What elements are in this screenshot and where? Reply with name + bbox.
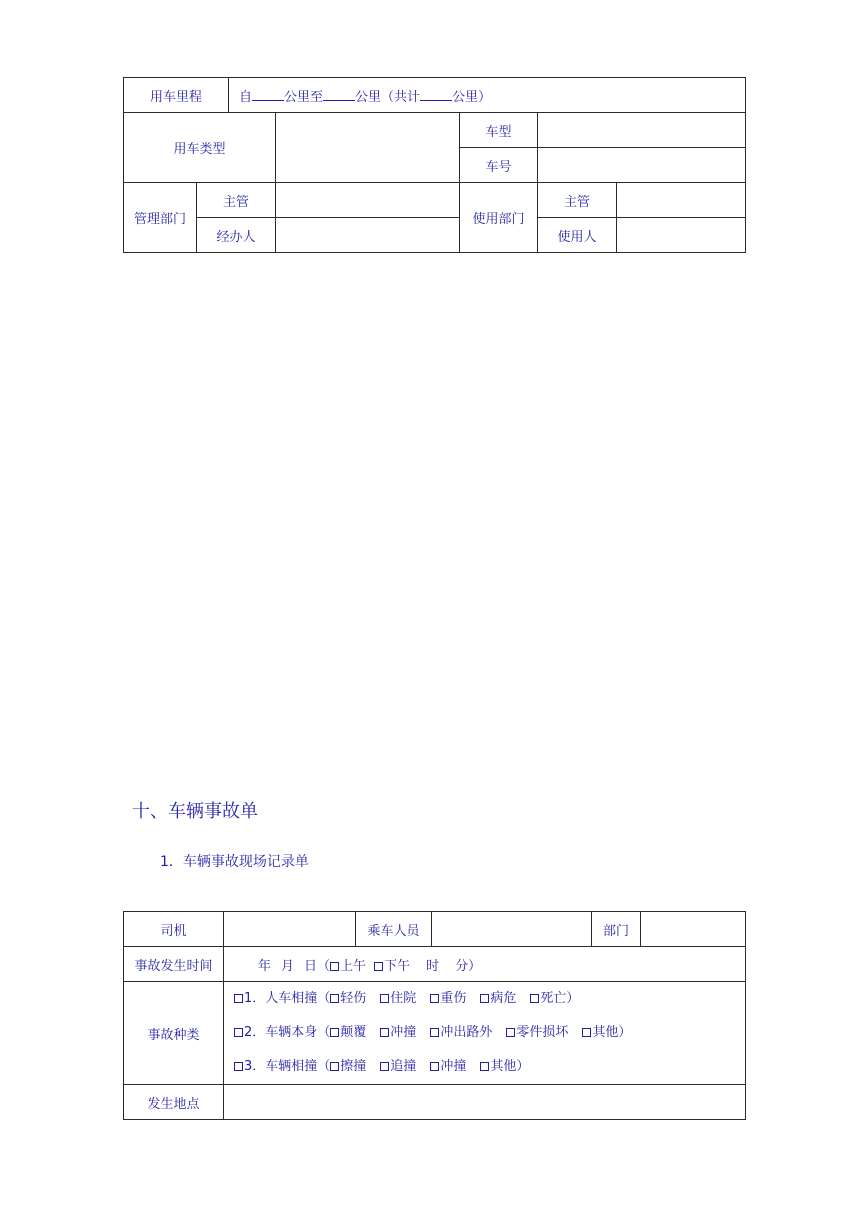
accident-kind-field: [224, 982, 746, 1085]
user-field[interactable]: [617, 218, 746, 253]
mileage-label: 用车里程: [124, 78, 229, 113]
checkbox-kind2-opt4[interactable]: [506, 1028, 515, 1037]
kind1-line: 1．人车相撞（ 轻伤 住院 重伤 病危 死亡）: [224, 982, 745, 1016]
vehicle-model-field[interactable]: [538, 113, 746, 148]
checkbox-kind2-opt5[interactable]: [582, 1028, 591, 1037]
accident-time-field[interactable]: 年 月 日（ 上午 下午 时 分）: [224, 947, 746, 982]
checkbox-kind1-opt3[interactable]: [430, 994, 439, 1003]
checkbox-kind1-opt1[interactable]: [330, 994, 339, 1003]
checkbox-kind1-opt5[interactable]: [530, 994, 539, 1003]
use-dept-label: 使用部门: [460, 183, 538, 253]
driver-field[interactable]: [224, 912, 356, 947]
checkbox-kind2-opt2[interactable]: [380, 1028, 389, 1037]
checkbox-kind1[interactable]: [234, 994, 243, 1003]
vehicle-type-label: 用车类型: [124, 113, 276, 183]
checkbox-kind1-opt2[interactable]: [380, 994, 389, 1003]
location-label: 发生地点: [124, 1085, 224, 1120]
accident-kind-label: 事故种类: [124, 982, 224, 1085]
location-field[interactable]: [224, 1085, 746, 1120]
checkbox-kind3-opt4[interactable]: [480, 1062, 489, 1071]
accident-record-table: [123, 911, 746, 1120]
dept-label: 部门: [592, 912, 641, 947]
mgmt-supervisor-label: 主管: [197, 183, 276, 218]
accident-time-label: 事故发生时间: [124, 947, 224, 982]
plate-number-field[interactable]: [538, 148, 746, 183]
dept-field[interactable]: [641, 912, 746, 947]
checkbox-kind3-opt1[interactable]: [330, 1062, 339, 1071]
vehicle-usage-table: [123, 77, 746, 253]
section-title: 十、车辆事故单: [132, 801, 258, 822]
user-label: 使用人: [538, 218, 617, 253]
driver-label: 司机: [124, 912, 224, 947]
passenger-label: 乘车人员: [356, 912, 432, 947]
vehicle-type-field[interactable]: [276, 113, 460, 183]
handler-field[interactable]: [276, 218, 460, 253]
checkbox-kind2[interactable]: [234, 1028, 243, 1037]
checkbox-kind2-opt3[interactable]: [430, 1028, 439, 1037]
use-supervisor-label: 主管: [538, 183, 617, 218]
use-supervisor-field[interactable]: [617, 183, 746, 218]
subsection-title: 1．车辆事故现场记录单: [160, 854, 309, 870]
mileage-field[interactable]: 自 公里至 公里（共计 公里）: [229, 78, 746, 113]
checkbox-am[interactable]: [330, 962, 339, 971]
mgmt-dept-label: 管理部门: [124, 183, 197, 253]
plate-number-label: 车号: [460, 148, 538, 183]
kind3-line: 3．车辆相撞（ 擦撞 追撞 冲撞 其他）: [224, 1050, 745, 1084]
kind2-line: 2．车辆本身（ 颠覆 冲撞 冲出路外 零件损坏 其他）: [224, 1016, 745, 1050]
checkbox-kind3-opt2[interactable]: [380, 1062, 389, 1071]
handler-label: 经办人: [197, 218, 276, 253]
mgmt-supervisor-field[interactable]: [276, 183, 460, 218]
checkbox-pm[interactable]: [374, 962, 383, 971]
checkbox-kind3-opt3[interactable]: [430, 1062, 439, 1071]
passenger-field[interactable]: [432, 912, 592, 947]
checkbox-kind2-opt1[interactable]: [330, 1028, 339, 1037]
vehicle-model-label: 车型: [460, 113, 538, 148]
checkbox-kind3[interactable]: [234, 1062, 243, 1071]
checkbox-kind1-opt4[interactable]: [480, 994, 489, 1003]
